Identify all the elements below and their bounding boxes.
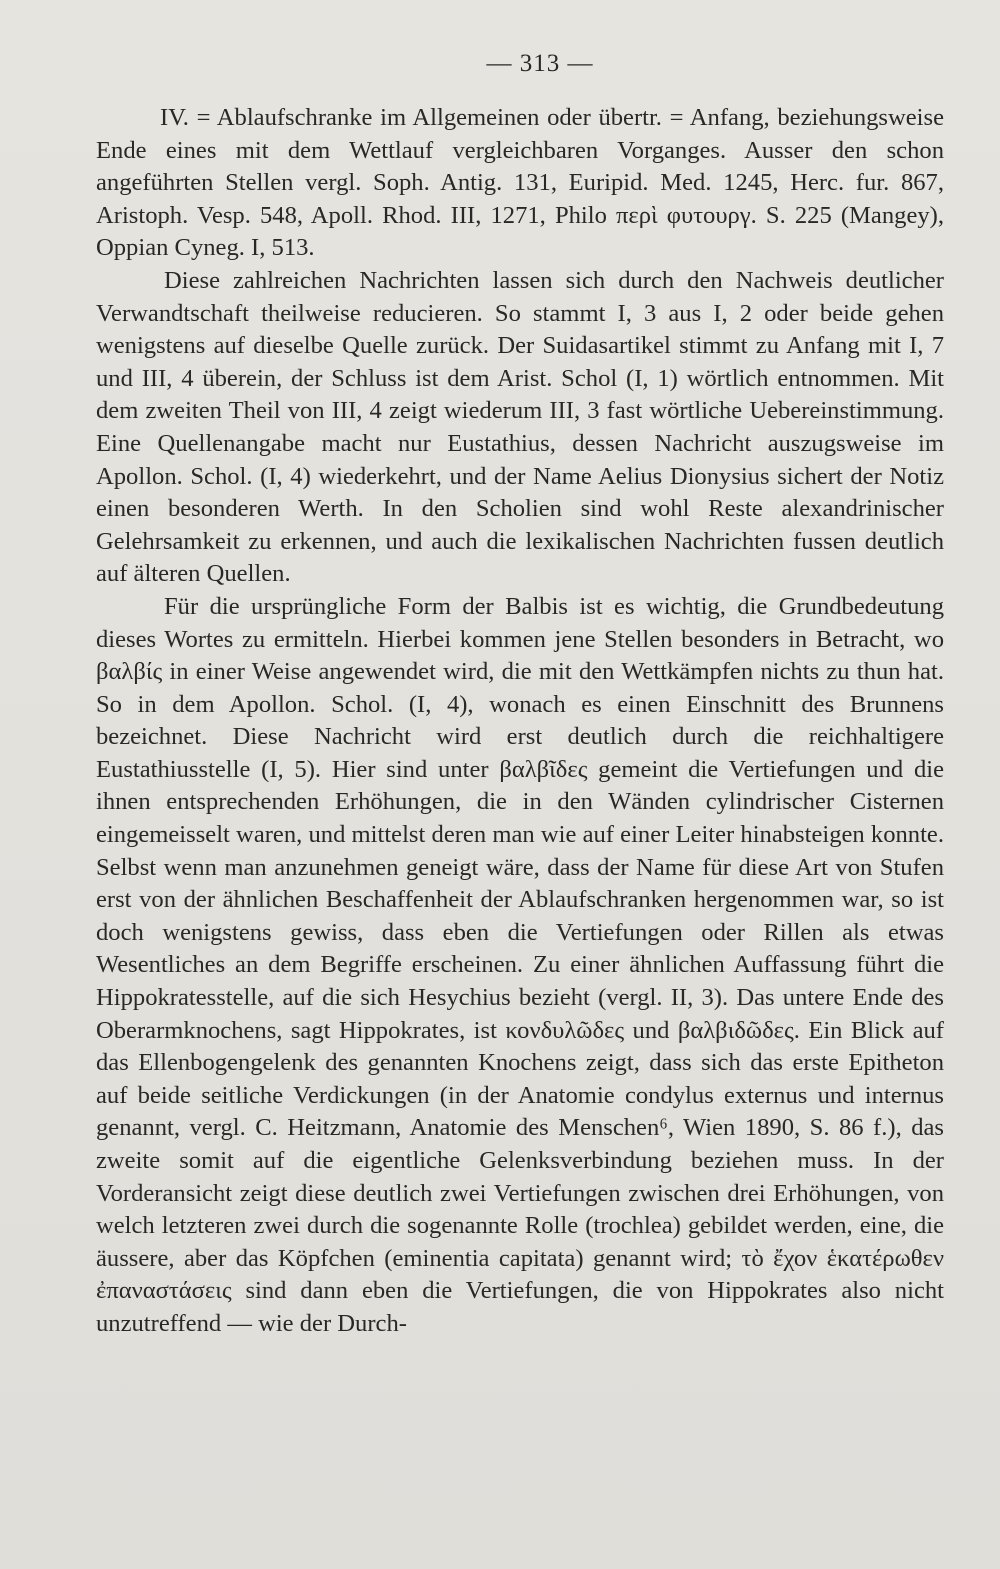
body-text	[96, 102, 944, 1341]
paragraph-definition-iv: IV. = Ablaufschranke im Allgemeinen oder übertr. = Anfang, beziehungsweise Ende eines mit dem Wettlauf vergleichbaren Vorganges. Ausser den schon angeführten Stellen vergl. Soph. Antig. 131, Euripid. Med. 1245, Herc. fur. 867, Aristoph. Vesp. 548, Apoll. Rhod. III, 1271, Philo περὶ φυτουργ. S. 225 (Mangey), Oppian Cyneg. I, 513.	[96, 104, 944, 262]
page-number: — 313 —	[486, 50, 594, 77]
paragraph-sources: Diese zahlreichen Nachrichten lassen sich durch den Nachweis deutlicher Verwandtschaft theilweise reducieren. So stammt I, 3 aus I, 2 oder beide gehen wenigstens auf dieselbe Quelle zurück. Der Suidasartikel stimmt zu Anfang mit I, 7 und III, 4 überein, der Schluss ist dem Arist. Schol (I, 1) wörtlich entnommen. Mit dem zweiten Theil von III, 4 zeigt wiederum III, 3 fast wörtliche Uebereinstimmung. Eine Quellenangabe macht nur Eustathius, dessen Nachricht auszugsweise im Apollon. Schol. (I, 4) wiederkehrt, und der Name Aelius Dionysius sichert der Notiz einen besonderen Werth. In den Scholien sind wohl Reste alexandrinischer Gelehrsamkeit zu erkennen, und auch die lexikalischen Nachrichten fussen deutlich auf älteren Quellen.	[96, 266, 944, 588]
paragraph-balbis-form: Für die ursprüngliche Form der Balbis ist es wichtig, die Grundbedeutung dieses Wortes zu ermitteln. Hierbei kommen jene Stellen besonders in Betracht, wo βαλβίς in einer Weise angewendet wird, die mit den Wettkämpfen nichts zu thun hat. So in dem Apollon. Schol. (I, 4), wonach es einen Einschnitt des Brunnens bezeichnet. Diese Nachricht wird erst deutlich durch die reichhaltigere Eustathiusstelle (I, 5). Hier sind unter βαλβῖδες gemeint die Vertiefungen und die ihnen entsprechenden Erhöhungen, die in den Wänden cylindrischer Cisternen eingemeisselt waren, und mittelst deren man wie auf einer Leiter hinabsteigen konnte. Selbst wenn man anzunehmen geneigt wäre, dass der Name für diese Art von Stufen erst von der ähnlichen Beschaffenheit der Ablaufschranken hergenommen war, so ist doch wenigstens gewiss, dass eben die Vertiefungen oder Rillen als etwas Wesentliches an dem Begriffe erscheinen. Zu einer ähnlichen Auffassung führt die Hippokratesstelle, auf die sich Hesychius bezieht (vergl. II, 3). Das untere Ende des Oberarmknochens, sagt Hippokrates, ist κονδυλῶδες und βαλβιδῶδες. Ein Blick auf das Ellenbogengelenk des genannten Knochens zeigt, dass sich das erste Epitheton auf beide seitliche Verdickungen (in der Anatomie condylus externus und internus genannt, vergl. C. Heitzmann, Anatomie des Menschen⁶, Wien 1890, S. 86 f.), das zweite somit auf die eigentliche Gelenksverbindung beziehen muss. In der Vorderansicht zeigt diese deutlich zwei Vertiefungen zwischen drei Erhöhungen, von welch letzteren zwei durch die sogenannte Rolle (trochlea) gebildet werden, eine, die äussere, aber das Köpfchen (eminentia capitata) genannt wird; τὸ ἔχον ἑκατέρωθεν ἐπαναστάσεις sind dann eben die Vertiefungen, die von Hippokrates also nicht unzutreffend — wie der Durch-	[96, 592, 944, 1337]
